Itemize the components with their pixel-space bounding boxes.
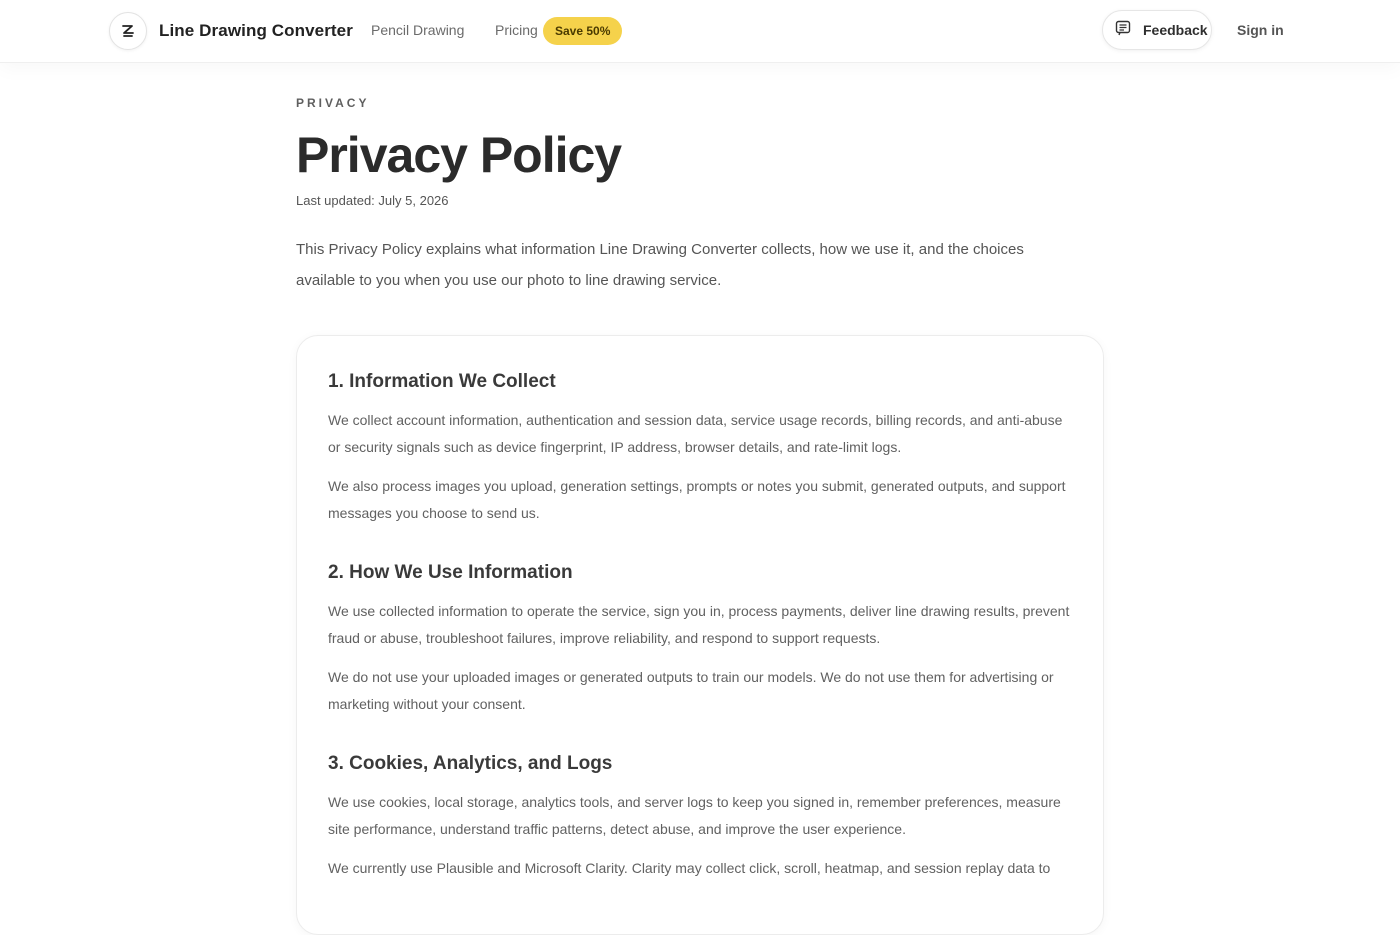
sign-in-link[interactable]: Sign in	[1237, 22, 1284, 38]
feedback-label: Feedback	[1143, 22, 1208, 38]
page-eyebrow: PRIVACY	[296, 96, 370, 110]
policy-card	[296, 335, 1104, 935]
nav-pencil-drawing[interactable]: Pencil Drawing	[371, 22, 465, 38]
feedback-button[interactable]	[1102, 10, 1212, 50]
nav-pricing[interactable]: Pricing	[495, 22, 538, 38]
section-paragraph: We do not use your uploaded images or generated outputs to train our models. We do not use them for advertising or marketing without your consent.	[328, 669, 1054, 712]
logo-icon	[109, 12, 147, 50]
site-header	[0, 0, 1400, 63]
section-paragraph: We use cookies, local storage, analytics tools, and server logs to keep you signed in, remember preferences, measure site performance, understand traffic patterns, detect abuse, and improve the user experience.	[328, 794, 1061, 837]
section-paragraph: We use collected information to operate the service, sign you in, process payments, deliver line drawing results, prevent fraud or abuse, troubleshoot failures, improve reliability, and respond to support requests.	[328, 603, 1070, 646]
section-title: 1. Information We Collect	[328, 371, 556, 392]
message-icon	[1115, 20, 1131, 41]
section-title: 3. Cookies, Analytics, and Logs	[328, 753, 613, 774]
intro-paragraph: This Privacy Policy explains what information Line Drawing Converter collects, how we use it, and the choices available to you when you use our photo to line drawing service.	[296, 241, 1024, 289]
brand-link[interactable]	[109, 12, 353, 50]
last-updated: Last updated: July 5, 2026	[296, 193, 449, 208]
brand-name: Line Drawing Converter	[159, 21, 353, 40]
section-paragraph: We also process images you upload, generation settings, prompts or notes you submit, generated outputs, and support messages you choose to send us.	[328, 478, 1066, 521]
section-paragraph: We collect account information, authentication and session data, service usage records, billing records, and anti-abuse or security signals such as device fingerprint, IP address, browser details, and rate-limit logs.	[328, 412, 1063, 455]
section-title: 2. How We Use Information	[328, 562, 573, 583]
page-title: Privacy Policy	[296, 127, 622, 183]
section-paragraph: We currently use Plausible and Microsoft Clarity. Clarity may collect click, scroll, heatmap, and session replay data to	[328, 860, 1051, 876]
save-badge: Save 50%	[543, 17, 622, 45]
